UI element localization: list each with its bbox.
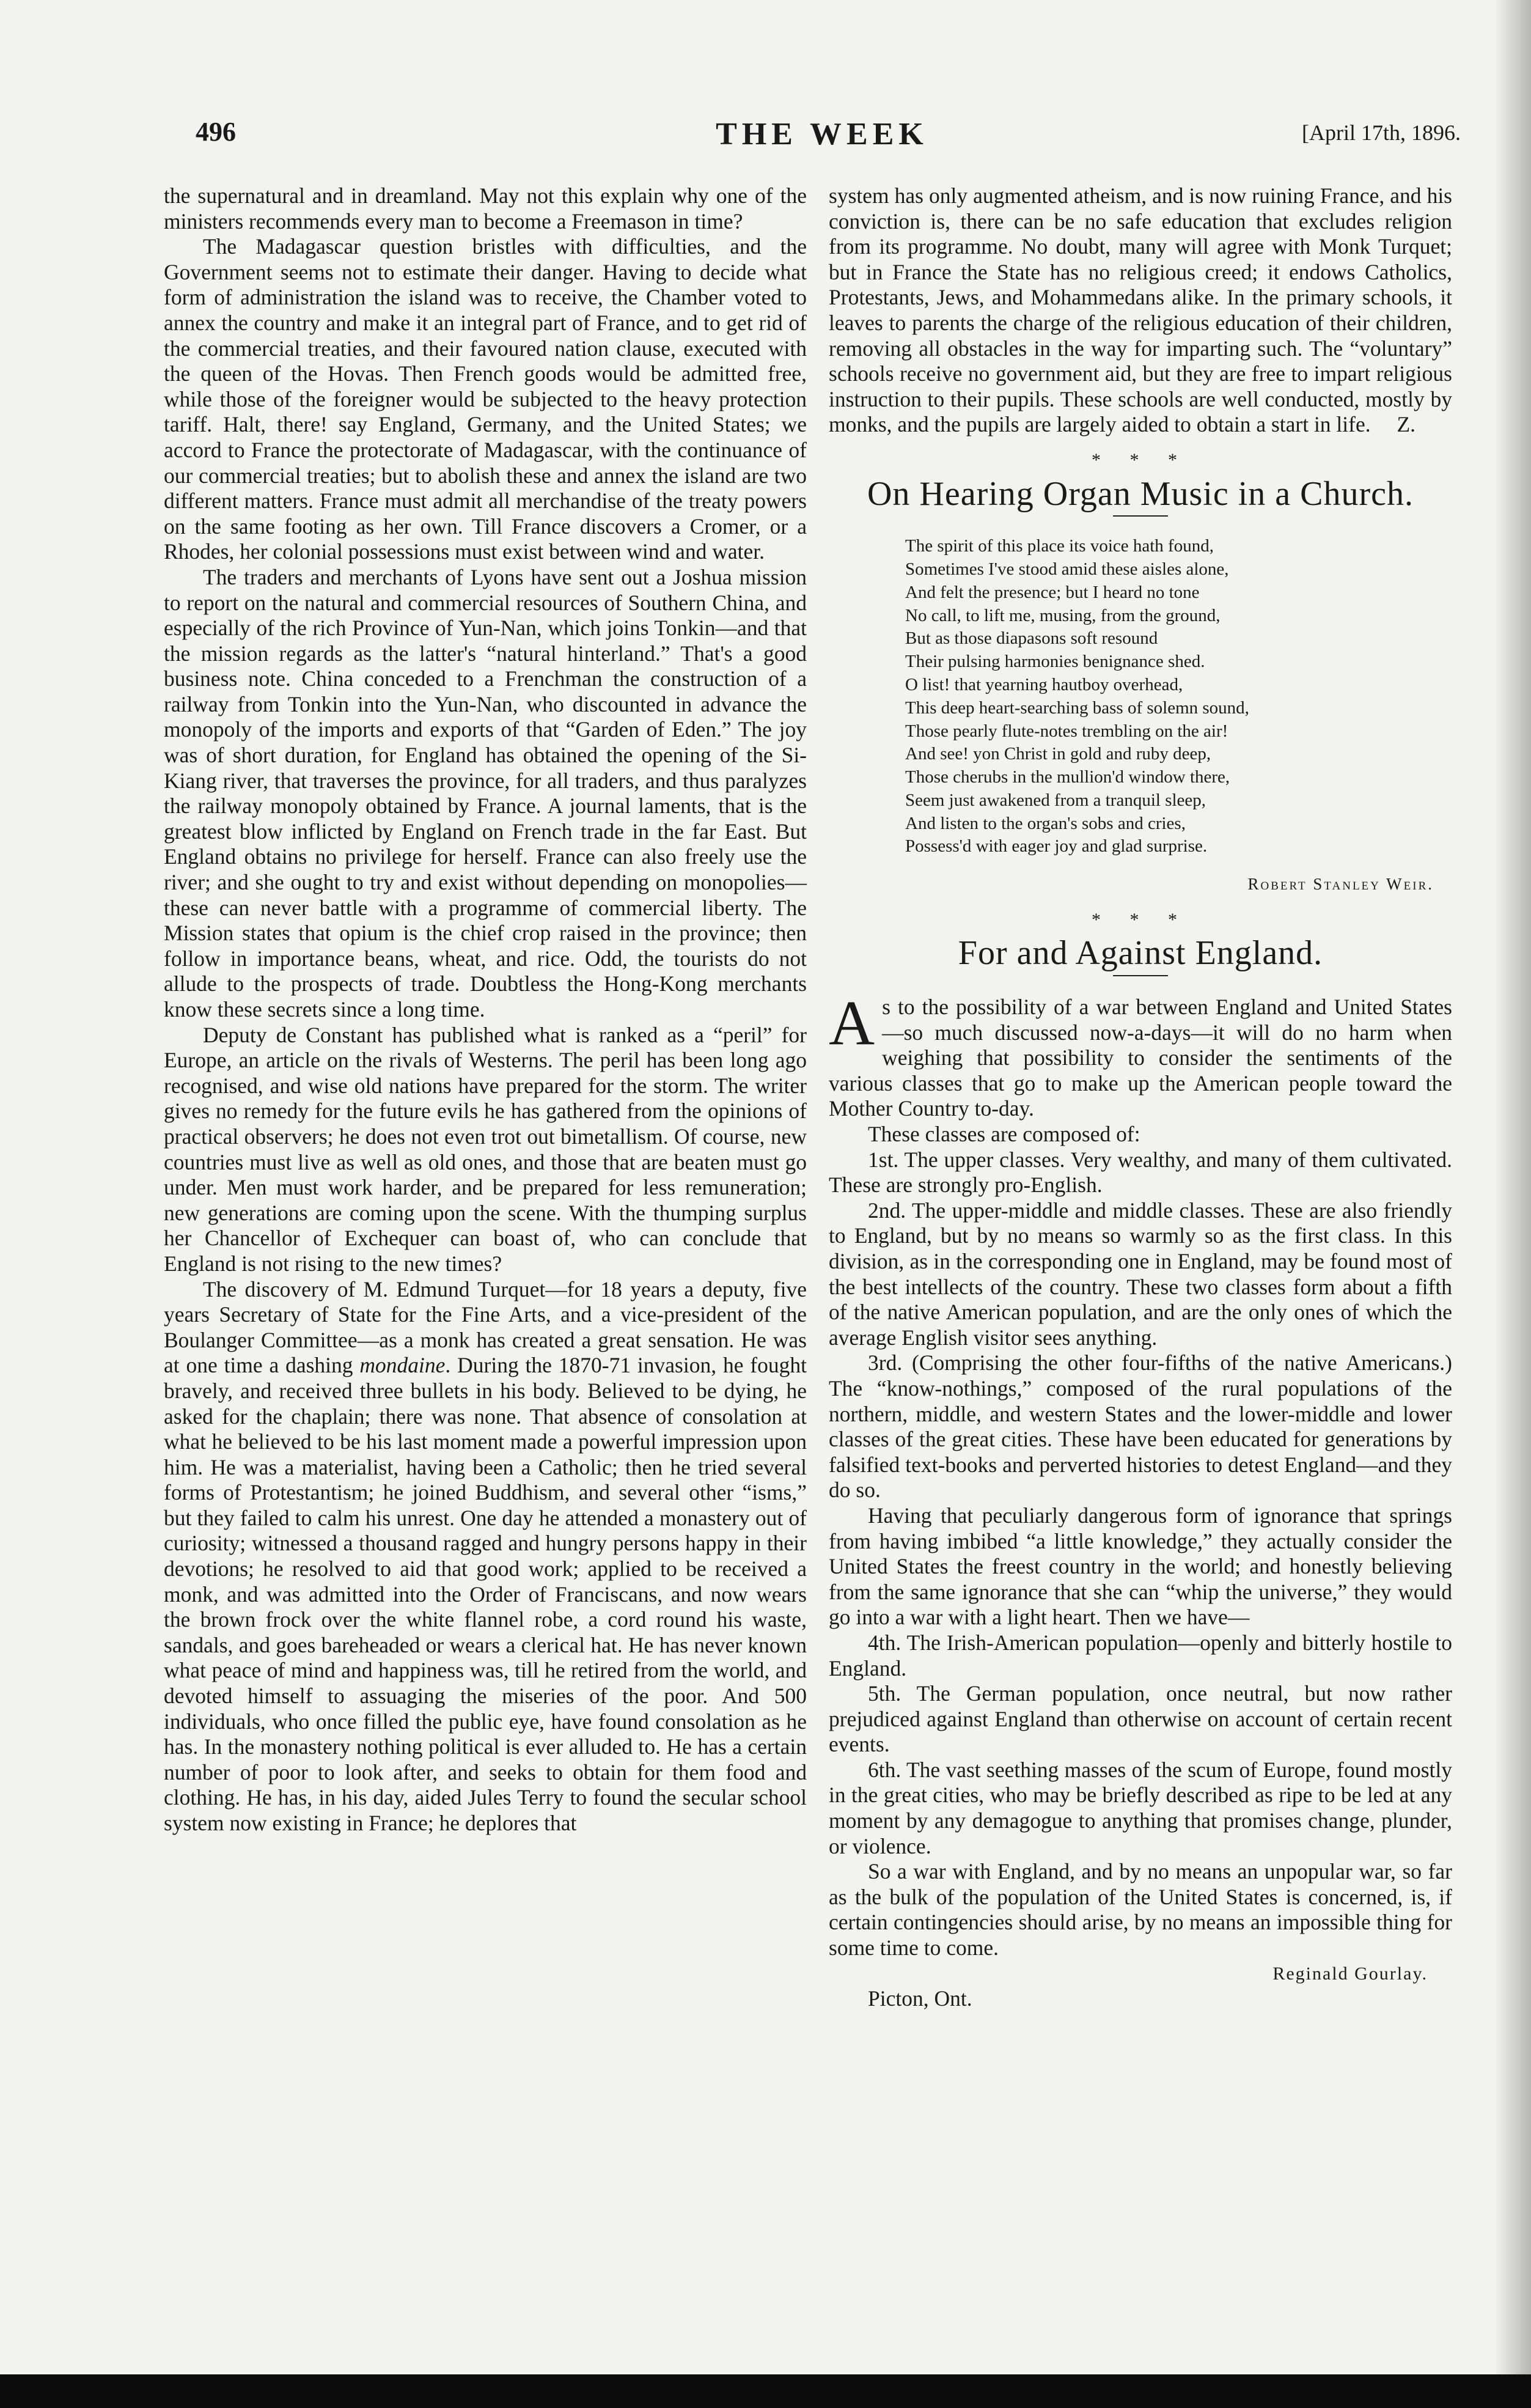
poem-line: Sometimes I've stood amid these aisles alone, — [905, 559, 1229, 579]
scan-bottom-band — [0, 2374, 1531, 2408]
poem-line: Their pulsing harmonies benignance shed. — [905, 652, 1205, 672]
article-title: For and Against England. — [958, 934, 1323, 973]
italic-word: mondaine — [359, 1353, 446, 1378]
paragraph-turquet — [164, 1277, 807, 1836]
scan-edge-shadow — [1494, 0, 1531, 2408]
paragraph: the supernatural and in dreamland. May not this explain why one of the ministers recommends every man to become a Freemason in time? — [164, 183, 807, 234]
drop-cap: A — [829, 988, 875, 1059]
poem-line: And listen to the organ's sobs and cries, — [905, 813, 1186, 833]
paragraph: 1st. The upper classes. Very wealthy, and many of them cultivated. These are strongly pro-English. — [829, 1147, 1452, 1198]
paragraph: Having that peculiarly dangerous form of ignorance that springs from having imbibed “a little knowledge,” they actually consider the United States the freest country in the world; and honestly believing from the same ignorance that she can “whip the universe,” they would go into a war with a light heart. Then we have— — [829, 1503, 1452, 1630]
right-column — [829, 183, 1452, 2012]
paragraph: Deputy de Constant has published what is ranked as a “peril” for Europe, an article on the rivals of Westerns. The peril has been long ago recognised, and wise old nations have prepared for the storm. The writer gives no remedy for the future evils he has gathered from the opinions of practical observers; he does not even trot out bimetallism. Of course, new countries must live as well as old ones, and those that are beaten must go under. Men must work harder, and be prepared for less remuneration; new generations are coming upon the scene. With the thumping surplus her Chancellor of Exchequer can boast of, who can conclude that England is not rising to the new times? — [164, 1022, 807, 1276]
text-run: The discovery of M. Edmund Turquet—for 18 years a deputy, five years Secretary of State for the Fine Arts, and a vice-president of the Boulanger Committee—as a monk has created a great sensation. He was at one time a dashing — [164, 1276, 807, 1378]
title-rule — [1113, 515, 1168, 517]
left-column — [164, 183, 807, 1836]
poem-line: This deep heart-searching bass of solemn sound, — [905, 698, 1249, 718]
signature: Z. — [1397, 412, 1415, 437]
poem-line: But as those diapasons soft resound — [905, 628, 1158, 649]
paragraph: 5th. The German population, once neutral, but now rather prejudiced against England than otherwise on account of certain recent events. — [829, 1681, 1452, 1757]
paragraph: 3rd. (Comprising the other four-fifths of the native Americans.) The “know-nothings,” composed of the rural populations of the northern, middle, and western States and the lower-middle and lower classes of the great cities. These have been educated for generations by falsified text-books and perverted histories to detest England—and they do so. — [829, 1350, 1452, 1503]
poem-line: And see! yon Christ in gold and ruby deep, — [905, 744, 1211, 764]
paragraph — [829, 183, 1452, 438]
article-lead-paragraph — [829, 988, 1452, 1122]
poem-line: O list! that yearning hautboy overhead, — [905, 674, 1183, 694]
text-run: system has only augmented atheism, and is now ruining France, and his conviction is, there can be no safe education that excludes religion from its programme. No doubt, many will agree with Monk Turquet; but in France the State has no religious creed; it endows Catholics, Protestants, Jews, and Mohammedans alike. In the primary schools, it leaves to parents the charge of the religious education of their children, removing all obstacles in the way for imparting such. The “voluntary” schools receive no government aid, but they are free to impart religious instruction to their pupils. These schools are well conducted, mostly by monks, and the pupils are largely aided to obtain a start in life. — [829, 183, 1452, 437]
poem-line: And felt the presence; but I heard no tone — [905, 582, 1200, 602]
paragraph: 2nd. The upper-middle and middle classes. These are also friendly to England, but by no means so warmly so as the first class. In this division, as in the corresponding one in England, may be found most of the best intellects of the country. These two classes form about a fifth of the native American population, and are the only ones of which the average English visitor sees anything. — [829, 1198, 1452, 1350]
poem-line: Seem just awakened from a tranquil sleep, — [905, 790, 1206, 810]
paragraph: These classes are composed of: — [868, 1122, 1140, 1147]
paragraph: 4th. The Irish-American population—openly and bitterly hostile to England. — [829, 1630, 1452, 1681]
text-run: . During the 1870-71 invasion, he fought bravely, and received three bullets in his body. Believed to be dying, he asked for the chaplain; there was none. That absence of consolation at what he believed to be his last moment made a powerful impression upon him. He was a materialist, having been a Catholic; then he tried several forms of Protestantism; he joined Buddhism, and several other “isms,” but they failed to calm his unrest. One day he attended a monastery out of curiosity; witnessed a thousand ragged and hungry persons happy in their devotions; he resolved to aid that good work; applied to be received a monk, and was admitted into the Order of Franciscans, and now wears the brown frock over the white flannel robe, a cord round his waste, sandals, and goes bareheaded or wears a clerical hat. He has never known what peace of mind and happiness was, till he retired from the world, and devoted himself to assuaging the miseries of the poor. And 500 individuals, who once filled the public eye, have found consolation as he has. In the monastery nothing political is ever alluded to. He has a certain number of poor to look after, and seeks to obtain for them food and clothing. He has, in his day, aided Jules Terry to found the secular school system now existing in France; he deplores that — [164, 1353, 807, 1835]
paragraph: The traders and merchants of Lyons have sent out a Joshua mission to report on the natural and commercial resources of Southern China, and especially of the rich Province of Yun-Nan, which joins Tonkin—and that the mission regards as the latter's “natural hinterland.” That's a good business note. China conceded to a Frenchman the construction of a railway from Tonkin into the Yun-Nan, who discounted in advance the monopoly of the imports and exports of that “Garden of Eden.” The joy was of short duration, for England has obtained the opening of the Si-Kiang river, that traverses the province, for all traders, and thus paralyzes the railway monopoly obtained by France. A journal laments, that is the greatest blow inflicted by England on French trade in the far East. But England obtains no privilege for herself. France can also freely use the river; and she ought to try and exist without depending on monopolies—these can never battle with a programme of commercial liberty. The Mission states that opium is the chief crop raised in the province; then follow in importance beans, wheat, and rice. Odd, the tourists do not allude to the prospects of trade. Doubtless the Hong-Kong merchants know these secrets since a long time. — [164, 564, 807, 1022]
poem-author: Robert Stanley Weir. — [1247, 875, 1434, 894]
poem-title: On Hearing Organ Music in a Church. — [867, 474, 1414, 513]
poem-line: Possess'd with eager joy and glad surprise. — [905, 836, 1208, 856]
paragraph: So a war with England, and by no means an unpopular war, so far as the bulk of the population of the United States is concerned, is, if certain contingencies should arise, by no means an impossible thing for some time to come. — [829, 1859, 1452, 1961]
issue-date: [April 17th, 1896. — [1302, 120, 1461, 145]
poem-line: Those pearly flute-notes trembling on the air! — [905, 721, 1228, 741]
poem — [905, 535, 1452, 858]
section-divider: * * * — [1092, 449, 1189, 470]
page-header — [183, 116, 1461, 159]
poem-line: Those cherubs in the mullion'd window there, — [905, 767, 1230, 787]
article-place: Picton, Ont. — [868, 1986, 972, 2011]
poem-line: The spirit of this place its voice hath found, — [905, 536, 1214, 556]
text-run: s to the possibility of a war between England and United States—so much discussed now-a-days—it will do no harm when weighing that possibility to consider the sentiments of the various classes that go to make up the American people toward the Mother Country to-day. — [829, 995, 1452, 1121]
publication-title: THE WEEK — [716, 117, 928, 152]
article-author: Reginald Gourlay. — [1272, 1963, 1428, 1984]
section-divider: * * * — [1092, 909, 1189, 930]
poem-line: No call, to lift me, musing, from the ground, — [905, 605, 1221, 625]
title-rule — [1113, 975, 1168, 976]
page-number: 496 — [196, 117, 236, 147]
paragraph: The Madagascar question bristles with difficulties, and the Government seems not to estimate their danger. Having to decide what form of administration the island was to receive, the Chamber voted to annex the country and make it an integral part of France, and to get rid of the commercial treaties, and their favoured nation clause, executed with the queen of the Hovas. Then French goods would be admitted free, while those of the foreigner would be subjected to the heavy protection tariff. Halt, there! say England, Germany, and the United States; we accord to France the protectorate of Madagascar, with the continuance of our commercial treaties; but to abolish these and annex the island are two different matters. France must admit all merchandise of the treaty powers on the same footing as her own. Till France discovers a Cromer, or a Rhodes, her colonial possessions must exist between wind and water. — [164, 234, 807, 564]
paragraph: 6th. The vast seething masses of the scum of Europe, found mostly in the great cities, who may be briefly described as ripe to be led at any moment by any demagogue to anything that promises change, plunder, or violence. — [829, 1757, 1452, 1858]
